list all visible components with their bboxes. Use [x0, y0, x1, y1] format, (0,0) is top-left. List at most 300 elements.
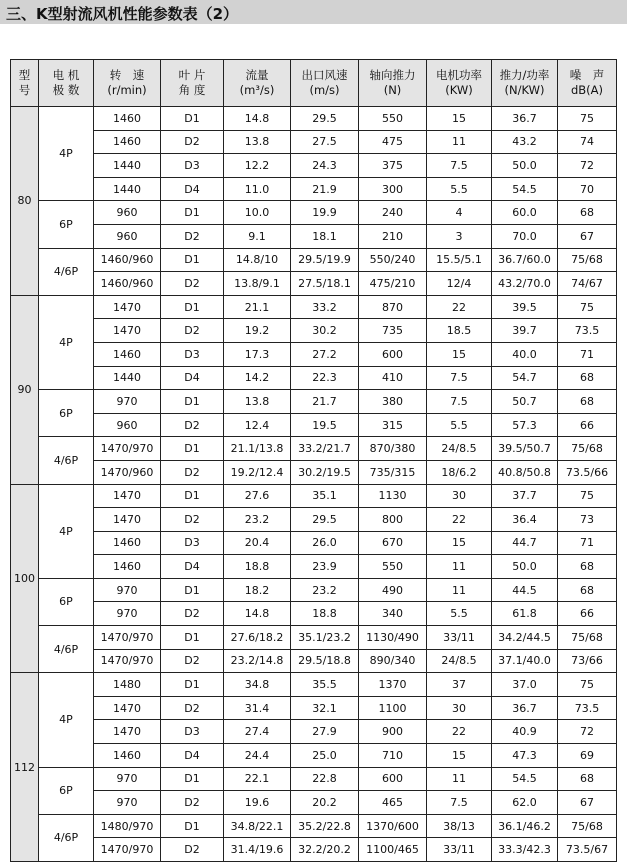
table-row	[11, 767, 617, 791]
table-body	[11, 107, 617, 862]
noise-cell: 75	[558, 107, 617, 131]
thrust-cell: 600	[359, 767, 427, 791]
poles-cell: 4P	[39, 107, 94, 201]
velocity-cell: 35.1/23.2	[291, 626, 359, 650]
thrust-cell: 900	[359, 720, 427, 744]
noise-cell: 70	[558, 177, 617, 201]
model-cell: 90	[11, 295, 39, 484]
table-row	[11, 696, 617, 720]
header-outlet-velocity: 出口风速 (m/s)	[291, 60, 359, 107]
ratio-cell: 39.7	[492, 319, 558, 343]
speed-cell: 1470	[94, 696, 161, 720]
thrust-cell: 315	[359, 413, 427, 437]
table-row	[11, 130, 617, 154]
flow-cell: 31.4	[224, 696, 291, 720]
ratio-cell: 70.0	[492, 224, 558, 248]
flow-cell: 31.4/19.6	[224, 838, 291, 862]
ratio-cell: 36.7	[492, 696, 558, 720]
thrust-cell: 800	[359, 508, 427, 532]
table-row	[11, 720, 617, 744]
noise-cell: 72	[558, 154, 617, 178]
performance-table	[10, 59, 617, 862]
noise-cell: 71	[558, 531, 617, 555]
speed-cell: 1440	[94, 177, 161, 201]
flow-cell: 34.8	[224, 673, 291, 697]
noise-cell: 73.5	[558, 696, 617, 720]
velocity-cell: 18.8	[291, 602, 359, 626]
flow-cell: 19.2/12.4	[224, 460, 291, 484]
speed-cell: 970	[94, 578, 161, 602]
flow-cell: 13.8	[224, 130, 291, 154]
thrust-cell: 1370/600	[359, 814, 427, 838]
thrust-cell: 870/380	[359, 437, 427, 461]
blade-angle-cell: D4	[161, 744, 224, 768]
noise-cell: 66	[558, 602, 617, 626]
velocity-cell: 19.5	[291, 413, 359, 437]
table-row	[11, 272, 617, 296]
ratio-cell: 36.4	[492, 508, 558, 532]
thrust-cell: 600	[359, 342, 427, 366]
blade-angle-cell: D2	[161, 508, 224, 532]
blade-angle-cell: D2	[161, 791, 224, 815]
table-row	[11, 531, 617, 555]
blade-angle-cell: D4	[161, 177, 224, 201]
noise-cell: 75	[558, 295, 617, 319]
power-cell: 24/8.5	[427, 649, 492, 673]
flow-cell: 19.6	[224, 791, 291, 815]
poles-cell: 6P	[39, 390, 94, 437]
flow-cell: 23.2/14.8	[224, 649, 291, 673]
power-cell: 11	[427, 555, 492, 579]
noise-cell: 74	[558, 130, 617, 154]
flow-cell: 11.0	[224, 177, 291, 201]
blade-angle-cell: D2	[161, 460, 224, 484]
speed-cell: 960	[94, 224, 161, 248]
flow-cell: 21.1/13.8	[224, 437, 291, 461]
velocity-cell: 32.1	[291, 696, 359, 720]
thrust-cell: 1130/490	[359, 626, 427, 650]
table-row	[11, 673, 617, 697]
power-cell: 5.5	[427, 413, 492, 437]
speed-cell: 960	[94, 201, 161, 225]
blade-angle-cell: D2	[161, 130, 224, 154]
velocity-cell: 20.2	[291, 791, 359, 815]
blade-angle-cell: D1	[161, 484, 224, 508]
ratio-cell: 57.3	[492, 413, 558, 437]
poles-cell: 4P	[39, 673, 94, 767]
flow-cell: 24.4	[224, 744, 291, 768]
speed-cell: 1470	[94, 295, 161, 319]
speed-cell: 1460	[94, 130, 161, 154]
header-motor-power: 电机功率 (KW)	[427, 60, 492, 107]
thrust-cell: 735/315	[359, 460, 427, 484]
thrust-cell: 735	[359, 319, 427, 343]
blade-angle-cell: D2	[161, 224, 224, 248]
table-row	[11, 224, 617, 248]
blade-angle-cell: D2	[161, 838, 224, 862]
ratio-cell: 39.5/50.7	[492, 437, 558, 461]
power-cell: 30	[427, 484, 492, 508]
velocity-cell: 21.9	[291, 177, 359, 201]
blade-angle-cell: D2	[161, 602, 224, 626]
noise-cell: 74/67	[558, 272, 617, 296]
thrust-cell: 375	[359, 154, 427, 178]
velocity-cell: 26.0	[291, 531, 359, 555]
blade-angle-cell: D2	[161, 649, 224, 673]
ratio-cell: 50.0	[492, 555, 558, 579]
ratio-cell: 36.7/60.0	[492, 248, 558, 272]
ratio-cell: 37.1/40.0	[492, 649, 558, 673]
poles-cell: 6P	[39, 578, 94, 625]
speed-cell: 1460/960	[94, 248, 161, 272]
power-cell: 7.5	[427, 154, 492, 178]
noise-cell: 73/66	[558, 649, 617, 673]
noise-cell: 75/68	[558, 437, 617, 461]
table-row	[11, 508, 617, 532]
ratio-cell: 54.7	[492, 366, 558, 390]
power-cell: 18/6.2	[427, 460, 492, 484]
header-noise: 噪 声 dB(A)	[558, 60, 617, 107]
ratio-cell: 39.5	[492, 295, 558, 319]
header-flow: 流量 (m³/s)	[224, 60, 291, 107]
blade-angle-cell: D3	[161, 720, 224, 744]
velocity-cell: 30.2/19.5	[291, 460, 359, 484]
velocity-cell: 22.8	[291, 767, 359, 791]
table-row	[11, 390, 617, 414]
velocity-cell: 35.1	[291, 484, 359, 508]
flow-cell: 19.2	[224, 319, 291, 343]
speed-cell: 970	[94, 791, 161, 815]
flow-cell: 14.8	[224, 602, 291, 626]
ratio-cell: 61.8	[492, 602, 558, 626]
ratio-cell: 36.7	[492, 107, 558, 131]
velocity-cell: 27.5	[291, 130, 359, 154]
velocity-cell: 23.9	[291, 555, 359, 579]
blade-angle-cell: D1	[161, 626, 224, 650]
velocity-cell: 35.5	[291, 673, 359, 697]
noise-cell: 67	[558, 791, 617, 815]
power-cell: 22	[427, 720, 492, 744]
flow-cell: 23.2	[224, 508, 291, 532]
speed-cell: 1460	[94, 342, 161, 366]
thrust-cell: 240	[359, 201, 427, 225]
flow-cell: 21.1	[224, 295, 291, 319]
speed-cell: 1440	[94, 154, 161, 178]
power-cell: 12/4	[427, 272, 492, 296]
power-cell: 15	[427, 107, 492, 131]
velocity-cell: 33.2	[291, 295, 359, 319]
blade-angle-cell: D4	[161, 555, 224, 579]
table-row	[11, 649, 617, 673]
ratio-cell: 50.0	[492, 154, 558, 178]
table-row	[11, 814, 617, 838]
table-row	[11, 437, 617, 461]
ratio-cell: 37.0	[492, 673, 558, 697]
velocity-cell: 29.5/18.8	[291, 649, 359, 673]
noise-cell: 68	[558, 578, 617, 602]
blade-angle-cell: D1	[161, 390, 224, 414]
header-thrust-power-ratio: 推力/功率 (N/KW)	[492, 60, 558, 107]
power-cell: 30	[427, 696, 492, 720]
speed-cell: 1480/970	[94, 814, 161, 838]
ratio-cell: 36.1/46.2	[492, 814, 558, 838]
speed-cell: 1470/970	[94, 437, 161, 461]
noise-cell: 66	[558, 413, 617, 437]
speed-cell: 1460	[94, 107, 161, 131]
ratio-cell: 54.5	[492, 177, 558, 201]
ratio-cell: 40.8/50.8	[492, 460, 558, 484]
noise-cell: 69	[558, 744, 617, 768]
table-row	[11, 744, 617, 768]
header-thrust: 轴向推力 (N)	[359, 60, 427, 107]
ratio-cell: 33.3/42.3	[492, 838, 558, 862]
thrust-cell: 870	[359, 295, 427, 319]
power-cell: 22	[427, 295, 492, 319]
title-bar	[0, 0, 627, 24]
table-row	[11, 366, 617, 390]
table-row	[11, 602, 617, 626]
model-cell: 80	[11, 107, 39, 296]
speed-cell: 1460	[94, 555, 161, 579]
flow-cell: 14.2	[224, 366, 291, 390]
poles-cell: 4/6P	[39, 437, 94, 484]
noise-cell: 68	[558, 366, 617, 390]
page-title: 三、K型射流风机性能参数表（2）	[6, 5, 239, 23]
noise-cell: 73.5/67	[558, 838, 617, 862]
flow-cell: 34.8/22.1	[224, 814, 291, 838]
velocity-cell: 23.2	[291, 578, 359, 602]
table-header-row	[11, 60, 617, 107]
ratio-cell: 43.2	[492, 130, 558, 154]
table-row	[11, 413, 617, 437]
velocity-cell: 30.2	[291, 319, 359, 343]
noise-cell: 75/68	[558, 248, 617, 272]
power-cell: 7.5	[427, 791, 492, 815]
poles-cell: 4/6P	[39, 248, 94, 295]
ratio-cell: 62.0	[492, 791, 558, 815]
velocity-cell: 29.5	[291, 508, 359, 532]
speed-cell: 1470	[94, 319, 161, 343]
noise-cell: 68	[558, 201, 617, 225]
blade-angle-cell: D1	[161, 578, 224, 602]
thrust-cell: 550	[359, 555, 427, 579]
power-cell: 11	[427, 767, 492, 791]
flow-cell: 13.8	[224, 390, 291, 414]
speed-cell: 1460	[94, 531, 161, 555]
blade-angle-cell: D1	[161, 767, 224, 791]
table-row	[11, 248, 617, 272]
flow-cell: 9.1	[224, 224, 291, 248]
flow-cell: 10.0	[224, 201, 291, 225]
blade-angle-cell: D1	[161, 248, 224, 272]
flow-cell: 27.4	[224, 720, 291, 744]
speed-cell: 960	[94, 413, 161, 437]
ratio-cell: 44.7	[492, 531, 558, 555]
thrust-cell: 490	[359, 578, 427, 602]
poles-cell: 4P	[39, 295, 94, 389]
flow-cell: 18.2	[224, 578, 291, 602]
table-row	[11, 295, 617, 319]
speed-cell: 1480	[94, 673, 161, 697]
table-row	[11, 154, 617, 178]
header-blade-angle: 叶 片 角 度	[161, 60, 224, 107]
flow-cell: 12.4	[224, 413, 291, 437]
blade-angle-cell: D2	[161, 272, 224, 296]
power-cell: 24/8.5	[427, 437, 492, 461]
power-cell: 15	[427, 342, 492, 366]
thrust-cell: 465	[359, 791, 427, 815]
power-cell: 5.5	[427, 602, 492, 626]
power-cell: 18.5	[427, 319, 492, 343]
table-row	[11, 791, 617, 815]
poles-cell: 6P	[39, 201, 94, 248]
poles-cell: 4P	[39, 484, 94, 578]
thrust-cell: 410	[359, 366, 427, 390]
thrust-cell: 475/210	[359, 272, 427, 296]
power-cell: 38/13	[427, 814, 492, 838]
thrust-cell: 710	[359, 744, 427, 768]
table-row	[11, 342, 617, 366]
velocity-cell: 27.5/18.1	[291, 272, 359, 296]
thrust-cell: 475	[359, 130, 427, 154]
thrust-cell: 1130	[359, 484, 427, 508]
power-cell: 15	[427, 531, 492, 555]
noise-cell: 68	[558, 767, 617, 791]
thrust-cell: 550/240	[359, 248, 427, 272]
blade-angle-cell: D3	[161, 154, 224, 178]
flow-cell: 14.8	[224, 107, 291, 131]
table-row	[11, 177, 617, 201]
thrust-cell: 210	[359, 224, 427, 248]
velocity-cell: 29.5	[291, 107, 359, 131]
ratio-cell: 40.9	[492, 720, 558, 744]
header-poles: 电 机 极 数	[39, 60, 94, 107]
flow-cell: 27.6/18.2	[224, 626, 291, 650]
model-cell: 100	[11, 484, 39, 673]
thrust-cell: 1370	[359, 673, 427, 697]
model-cell: 112	[11, 673, 39, 862]
blade-angle-cell: D4	[161, 366, 224, 390]
blade-angle-cell: D2	[161, 413, 224, 437]
velocity-cell: 33.2/21.7	[291, 437, 359, 461]
noise-cell: 67	[558, 224, 617, 248]
speed-cell: 1440	[94, 366, 161, 390]
power-cell: 15	[427, 744, 492, 768]
ratio-cell: 54.5	[492, 767, 558, 791]
header-speed: 转 速 (r/min)	[94, 60, 161, 107]
flow-cell: 20.4	[224, 531, 291, 555]
blade-angle-cell: D1	[161, 814, 224, 838]
thrust-cell: 1100	[359, 696, 427, 720]
velocity-cell: 27.2	[291, 342, 359, 366]
table-row	[11, 484, 617, 508]
power-cell: 37	[427, 673, 492, 697]
power-cell: 15.5/5.1	[427, 248, 492, 272]
velocity-cell: 27.9	[291, 720, 359, 744]
ratio-cell: 44.5	[492, 578, 558, 602]
blade-angle-cell: D1	[161, 295, 224, 319]
table-row	[11, 107, 617, 131]
velocity-cell: 19.9	[291, 201, 359, 225]
noise-cell: 73.5/66	[558, 460, 617, 484]
table-row	[11, 201, 617, 225]
velocity-cell: 25.0	[291, 744, 359, 768]
flow-cell: 12.2	[224, 154, 291, 178]
flow-cell: 13.8/9.1	[224, 272, 291, 296]
velocity-cell: 35.2/22.8	[291, 814, 359, 838]
power-cell: 22	[427, 508, 492, 532]
noise-cell: 75	[558, 673, 617, 697]
blade-angle-cell: D1	[161, 673, 224, 697]
velocity-cell: 18.1	[291, 224, 359, 248]
power-cell: 4	[427, 201, 492, 225]
power-cell: 11	[427, 578, 492, 602]
thrust-cell: 670	[359, 531, 427, 555]
table-row	[11, 319, 617, 343]
power-cell: 33/11	[427, 626, 492, 650]
power-cell: 5.5	[427, 177, 492, 201]
power-cell: 7.5	[427, 390, 492, 414]
ratio-cell: 34.2/44.5	[492, 626, 558, 650]
speed-cell: 1460	[94, 744, 161, 768]
blade-angle-cell: D3	[161, 342, 224, 366]
poles-cell: 4/6P	[39, 626, 94, 673]
flow-cell: 27.6	[224, 484, 291, 508]
ratio-cell: 47.3	[492, 744, 558, 768]
noise-cell: 68	[558, 555, 617, 579]
thrust-cell: 550	[359, 107, 427, 131]
speed-cell: 1470	[94, 508, 161, 532]
table-row	[11, 578, 617, 602]
noise-cell: 75/68	[558, 626, 617, 650]
power-cell: 3	[427, 224, 492, 248]
speed-cell: 1470	[94, 720, 161, 744]
speed-cell: 1470/970	[94, 626, 161, 650]
noise-cell: 73.5	[558, 319, 617, 343]
speed-cell: 970	[94, 390, 161, 414]
noise-cell: 75/68	[558, 814, 617, 838]
table-row	[11, 838, 617, 862]
thrust-cell: 1100/465	[359, 838, 427, 862]
velocity-cell: 24.3	[291, 154, 359, 178]
blade-angle-cell: D2	[161, 696, 224, 720]
blade-angle-cell: D1	[161, 201, 224, 225]
thrust-cell: 300	[359, 177, 427, 201]
thrust-cell: 340	[359, 602, 427, 626]
velocity-cell: 21.7	[291, 390, 359, 414]
power-cell: 33/11	[427, 838, 492, 862]
blade-angle-cell: D1	[161, 107, 224, 131]
thrust-cell: 890/340	[359, 649, 427, 673]
poles-cell: 6P	[39, 767, 94, 814]
speed-cell: 970	[94, 602, 161, 626]
noise-cell: 75	[558, 484, 617, 508]
flow-cell: 22.1	[224, 767, 291, 791]
ratio-cell: 50.7	[492, 390, 558, 414]
flow-cell: 17.3	[224, 342, 291, 366]
noise-cell: 73	[558, 508, 617, 532]
power-cell: 7.5	[427, 366, 492, 390]
speed-cell: 1470/970	[94, 838, 161, 862]
noise-cell: 71	[558, 342, 617, 366]
table-row	[11, 460, 617, 484]
velocity-cell: 32.2/20.2	[291, 838, 359, 862]
speed-cell: 970	[94, 767, 161, 791]
table-row	[11, 555, 617, 579]
velocity-cell: 22.3	[291, 366, 359, 390]
noise-cell: 72	[558, 720, 617, 744]
ratio-cell: 60.0	[492, 201, 558, 225]
